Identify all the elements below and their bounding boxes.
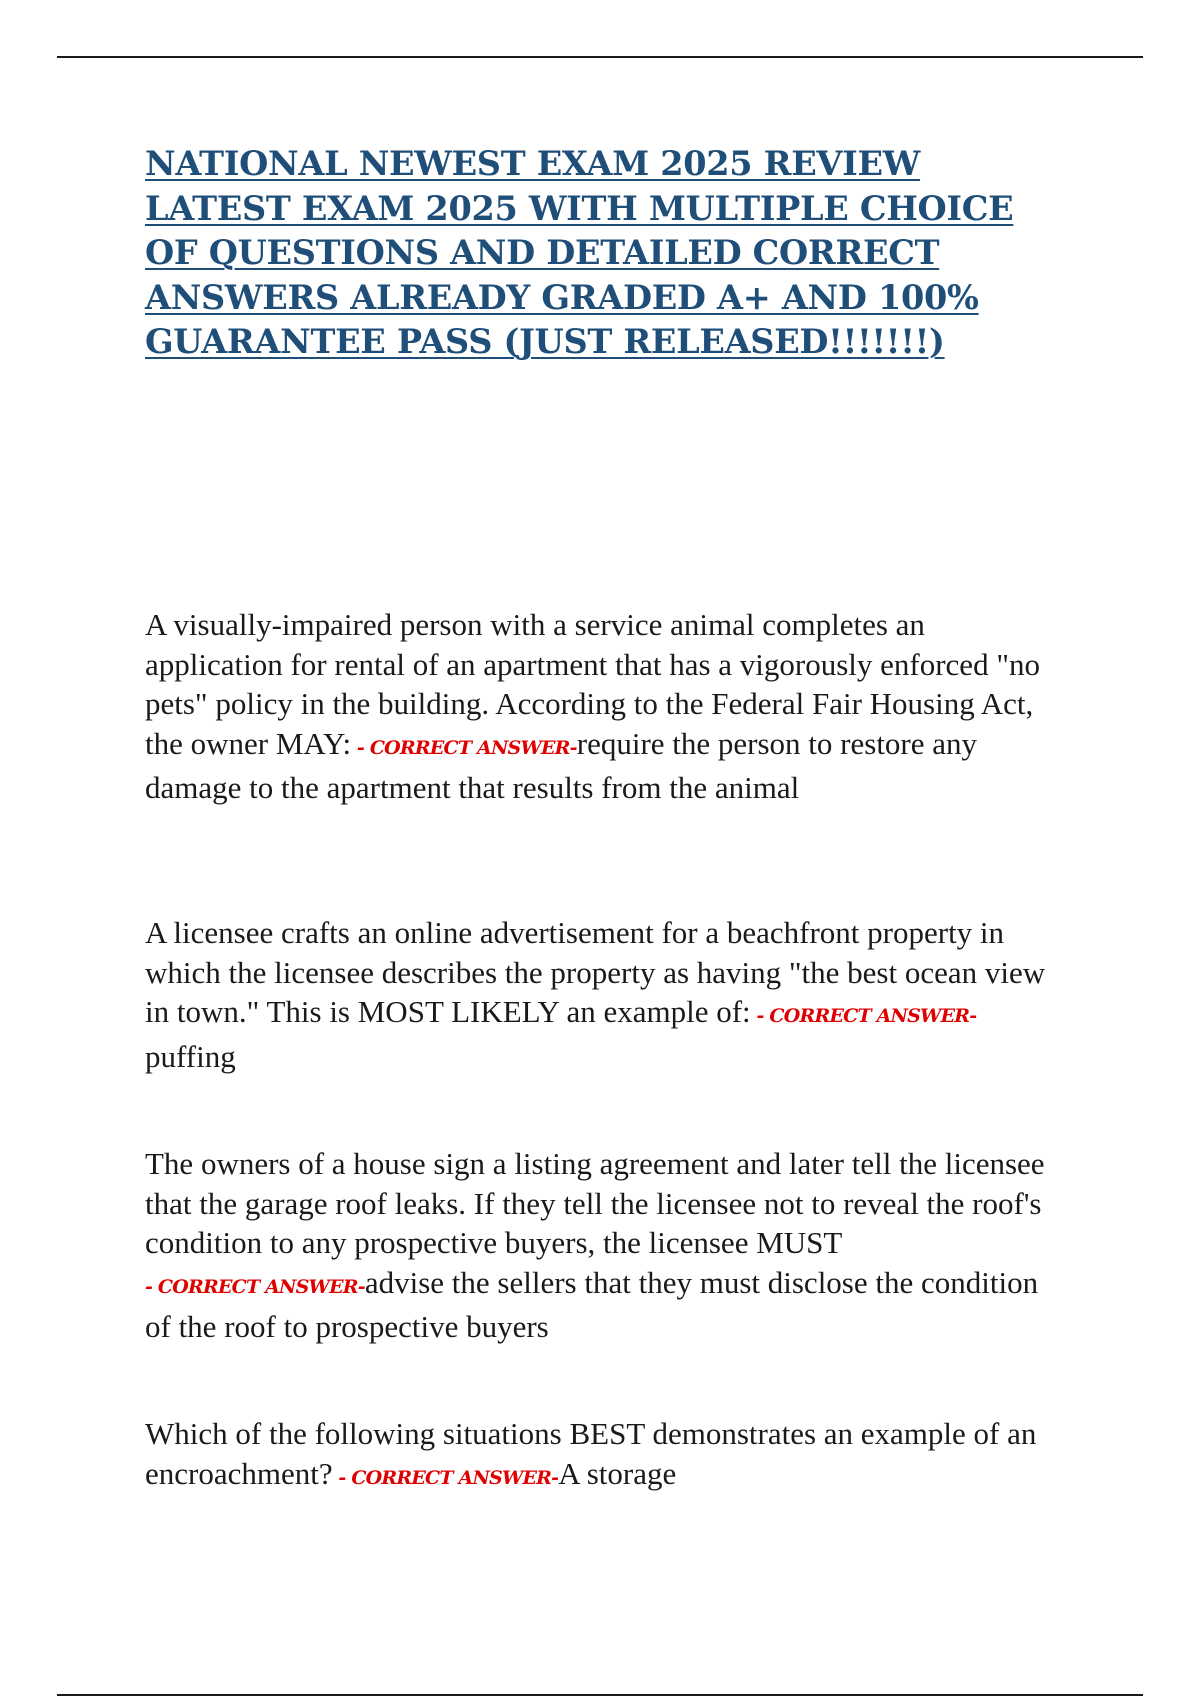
correct-answer-marker: - CORRECT ANSWER- [750, 1005, 977, 1027]
question-text: The owners of a house sign a listing agreement and later tell the licensee that the garage roof leaks. If they tell the licensee not to reveal the roof's condition to any prospective buyers, the licensee MUST [145, 1146, 1045, 1260]
answer-text: advise the sellers that they must disclose the condition of the roof to prospective buyers [145, 1264, 1039, 1344]
answer-text: A storage [558, 1455, 677, 1491]
bottom-rule [57, 1694, 1143, 1696]
correct-answer-marker: - CORRECT ANSWER- [332, 1466, 559, 1489]
qa-item [145, 1414, 1065, 1498]
question-text: A visually-impaired person with a service animal completes an application for rental of an apartment that has a vigorously enforced "no pets" policy in the building. According to the Federal Fair Housing Act, the owner MAY: [145, 607, 1040, 761]
qa-item [145, 605, 1065, 808]
answer-text: puffing [145, 1038, 236, 1074]
qa-item [145, 1144, 1065, 1347]
document-title: NATIONAL NEWEST EXAM 2025 REVIEW LATEST EXAM 2025 WITH MULTIPLE CHOICE OF QUESTIONS AND DETAILED CORRECT ANSWERS ALREADY GRADED A+ AND 100% GUARANTEE PASS (JUST RELEASED!!!!!!!) [145, 144, 1014, 361]
question-text: A licensee crafts an online advertisement for a beachfront property in which the licensee describes the property as having "the best ocean view in town." This is MOST LIKELY an example of: [145, 915, 1046, 1029]
top-rule [57, 56, 1143, 58]
qa-item [145, 913, 1065, 1076]
question-text: Which of the following situations BEST demonstrates an example of an encroachment? [145, 1416, 1037, 1491]
correct-answer-marker: - CORRECT ANSWER- [145, 1275, 365, 1298]
correct-answer-marker: - CORRECT ANSWER- [351, 736, 577, 759]
answer-text: require the person to restore any damage to the apartment that results from the animal [145, 725, 978, 805]
